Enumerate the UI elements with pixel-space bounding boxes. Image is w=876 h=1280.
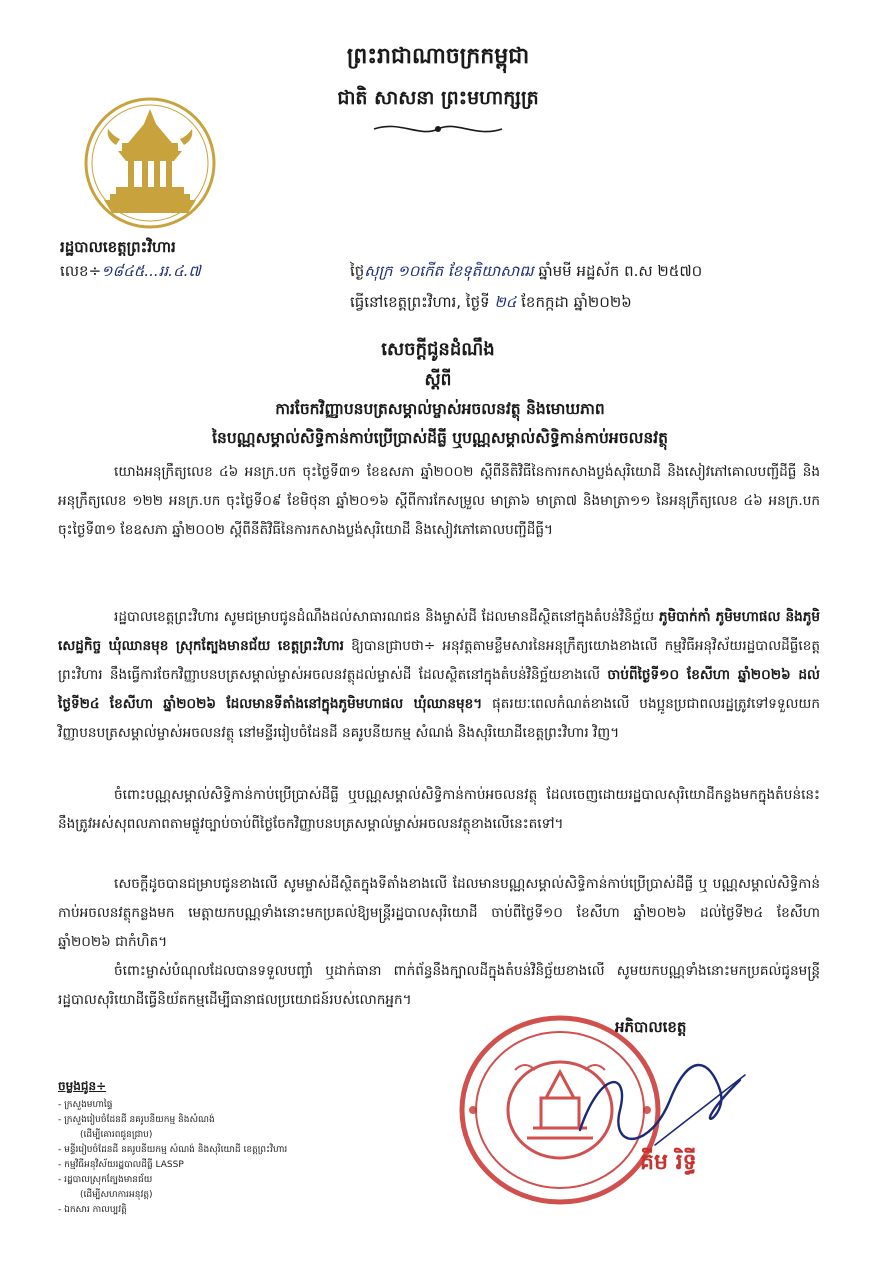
cc-item: - ក្រសួងមហាផ្ទៃ xyxy=(58,1100,113,1110)
lunar-date-prefix: ថ្ងៃ xyxy=(350,262,365,280)
cc-item: - ឯកសារ កាលប្បវត្តិ xyxy=(58,1205,127,1215)
paragraph-text: យោងអនុក្រឹត្យលេខ ៤៦ អនក្រ.បក ចុះថ្ងៃទី៣១ ខែឧសភា ឆ្នាំ២០០២ ស្តីពីនីតិវិធីនៃការកសាងប្លង់សុរិយោដី និងសៀវភៅគោលបញ្ជីដីធ្លី និងអនុក្រឹត្យលេខ ១២២ អនក្រ.បក ចុះថ្ងៃទី០៩ ខែមិថុនា ឆ្នាំ២០១៦ ស្តីពីការកែសម្រួល មាត្រា៦ មាត្រា៧ និងមាត្រា១១ នៃអនុក្រឹត្យលេខ ៤៦ អនក្រ.បក ចុះថ្ងៃទី៣១ ខែឧសភា ឆ្នាំ២០០២ ស្តីពីនីតិវិធីនៃការកសាងប្លង់សុរិយោដី និងសៀវភៅគោលបញ្ជីដីធ្លី។ xyxy=(58,464,820,538)
concerning-label: ស្តីពី xyxy=(424,370,452,390)
paragraph-emphasis-locations: ភូមិបាក់កាំ ភូមិមហាផល និងភូមិសេដ្ឋកិច្ច ឃុំឈានមុខ ស្រុកត្បែងមានជ័យ ខេត្តព្រះវិហារ xyxy=(58,609,820,654)
lunar-date xyxy=(350,262,702,284)
cc-list xyxy=(58,1098,418,1218)
cc-item: - កម្មវិធីអនុវិស័យរដ្ឋបាលដីធ្លី LASSP xyxy=(58,1160,184,1170)
solar-date-day: ២៤ xyxy=(494,293,517,311)
document-type: សេចក្តីជូនដំណឹង xyxy=(381,339,495,360)
solar-date-year: ឆ្នាំ២០២៦ xyxy=(573,293,632,311)
cc-item: - មន្ទីររៀបចំដែនដី នគរូបនីយកម្ម សំណង់ និងសុរិយោដី ខេត្តព្រះវិហារ xyxy=(58,1145,288,1155)
cc-item-note: (ដើម្បីគោរពជូនជ្រាប) xyxy=(80,1130,153,1140)
body-paragraph-5 xyxy=(58,957,820,1017)
body-paragraph-3 xyxy=(58,781,820,871)
reference-number xyxy=(60,262,201,284)
cc-item: - ក្រសួងរៀបចំដែនដី នគរូបនីយកម្ម និងសំណង់ xyxy=(58,1115,215,1125)
issuing-agency: រដ្ឋបាលខេត្តព្រះវិហារ xyxy=(60,238,176,256)
cc-item: - រដ្ឋបាលស្រុកត្បែងមានជ័យ xyxy=(58,1175,153,1185)
paragraph-text: ចំពោះបណ្ណសម្គាល់សិទ្ធិកាន់កាប់ប្រើប្រាស់ដីធ្លី ឬបណ្ណសម្គាល់សិទ្ធិកាន់កាប់អចលនវត្ថុ ដែលចេញដោយរដ្ឋបាលសុរិយោដីកន្លងមកក្នុងតំបន់នេះ នឹងត្រូវអស់សុពលភាពតាមផ្លូវច្បាប់ចាប់ពីថ្ងៃចែកវិញ្ញាបនបត្រសម្គាល់ម្ចាស់អចលនវត្ថុខាងលើនេះតទៅ។ xyxy=(58,787,820,832)
paragraph-text: ចំពោះម្ចាស់បំណុលដែលបានទទួលបញ្ចាំ ឬដាក់ធានា ពាក់ព័ន្ធនឹងក្បាលដីក្នុងតំបន់វិនិច្ឆ័យខាងលើ សូមយកបណ្ណទាំងនោះមកប្រគល់ជូនមន្ត្រីរដ្ឋបាលសុរិយោដីធ្វើនិយ័តកម្មដើម្បីធានាផលប្រយោជន៍របស់លោកអ្នក។ xyxy=(58,963,820,1008)
signatory-name: គីម រិទ្ធី xyxy=(640,1150,697,1175)
lunar-date-suffix: ឆ្នាំមមី អដ្ឋស័ក ព.ស ២៥៧០ xyxy=(538,262,703,280)
subject-line1: ការចែកវិញ្ញាបនបត្រសម្គាល់ម្ចាស់អចលនវត្ថុ និងមោឃភាព xyxy=(275,400,605,418)
paragraph-text: ឱ្យបានជ្រាបថា÷ អនុវត្តតាមខ្លឹមសារនៃអនុក្រឹត្យយោងខាងលើ កម្មវិធីអនុវិស័យរដ្ឋបាលដីធ្លីខេត្តព្រះវិហារ នឹងធ្វើការចែកវិញ្ញាបនបត្រសម្គាល់ម្ចាស់អចលនវត្ថុដល់ម្ចាស់ដី ដែលស្ថិតនៅក្នុងតំបន់វិនិច្ឆ័យខាងលើ xyxy=(58,638,820,683)
solar-date-month: ខែកក្កដា xyxy=(521,293,569,311)
subject-line2: នៃបណ្ណសម្គាល់សិទ្ធិកាន់កាប់ប្រើប្រាស់ដីធ្លី ឬបណ្ណសម្គាល់សិទ្ធិកាន់កាប់អចលនវត្ថុ xyxy=(212,429,668,447)
national-motto-line1: ព្រះរាជាណាចក្រកម្ពុជា xyxy=(346,44,530,69)
provincial-emblem-icon xyxy=(82,95,218,231)
body-paragraph-1 xyxy=(58,458,820,576)
cc-title: ចម្លងជូន÷ xyxy=(58,1079,107,1093)
signature-icon xyxy=(560,1050,760,1160)
lunar-date-handwritten: សុក្រ ១០កើត ខែទុតិយាសាឍ xyxy=(364,262,534,280)
paragraph-text: សេចក្តីដូចបានជម្រាបជូនខាងលើ សូមម្ចាស់ដីស្ថិតក្នុងទីតាំងខាងលើ ដែលមានបណ្ណសម្គាល់សិទ្ធិកាន់កាប់ប្រើប្រាស់ដីធ្លី ឬ បណ្ណសម្គាល់សិទ្ធិកាន់កាប់អចលនវត្ថុកន្លងមក មេត្តាយកបណ្ណទាំងនោះមកប្រគល់ឱ្យមន្ត្រីរដ្ឋបាលសុរិយោដី ចាប់ពីថ្ងៃទី១០ ខែសីហា ឆ្នាំ២០២៦ ដល់ថ្ងៃទី២៤ ខែសីហា ឆ្នាំ២០២៦ ជាកំហិត។ xyxy=(58,876,820,950)
paragraph-emphasis-dates: ចាប់ពីថ្ងៃទី១០ ខែសីហា ឆ្នាំ២០២៦ ដល់ថ្ងៃទី២៤ ខែសីហា ឆ្នាំ២០២៦ ដែលមានទីតាំងនៅក្នុងភូមិមហាផល ឃុំឈានមុខ។ xyxy=(58,667,820,712)
national-motto-line2: ជាតិ សាសនា ព្រះមហាក្សត្រ xyxy=(337,87,539,109)
ornament-divider-icon xyxy=(370,118,506,140)
solar-date-prefix: ធ្វើនៅខេត្តព្រះវិហារ, ថ្ងៃទី xyxy=(350,293,490,311)
signatory-title: អភិបាលខេត្ត xyxy=(615,1018,687,1036)
paragraph-text: ផុតរយៈពេលកំណត់ខាងលើ បងប្អូនប្រជាពលរដ្ឋត្រូវទៅទទួលយកវិញ្ញាបនបត្រសម្គាល់ម្ចាស់អចលនវត្ថុ នៅមន្ទីររៀបចំដែនដី នគរូបនីយកម្ម សំណង់ និងសុរិយោដីខេត្តព្រះវិហារ វិញ។ xyxy=(58,696,820,741)
solar-date xyxy=(350,293,632,315)
reference-value: ១៨៤៥...ររ.៤.៧ xyxy=(101,262,201,280)
paragraph-text: រដ្ឋបាលខេត្តព្រះវិហារ សូមជម្រាបជូនដំណឹងដល់សាធារណជន និងម្ចាស់ដី ដែលមានដីស្ថិតនៅក្នុងតំបន់វិនិច្ឆ័យ xyxy=(114,609,659,625)
cc-item-note: (ដើម្បីសហការអនុវត្ត) xyxy=(80,1190,153,1200)
body-paragraph-4 xyxy=(58,870,820,960)
reference-label: លេខ÷ xyxy=(60,262,102,280)
body-paragraph-2 xyxy=(58,603,820,783)
